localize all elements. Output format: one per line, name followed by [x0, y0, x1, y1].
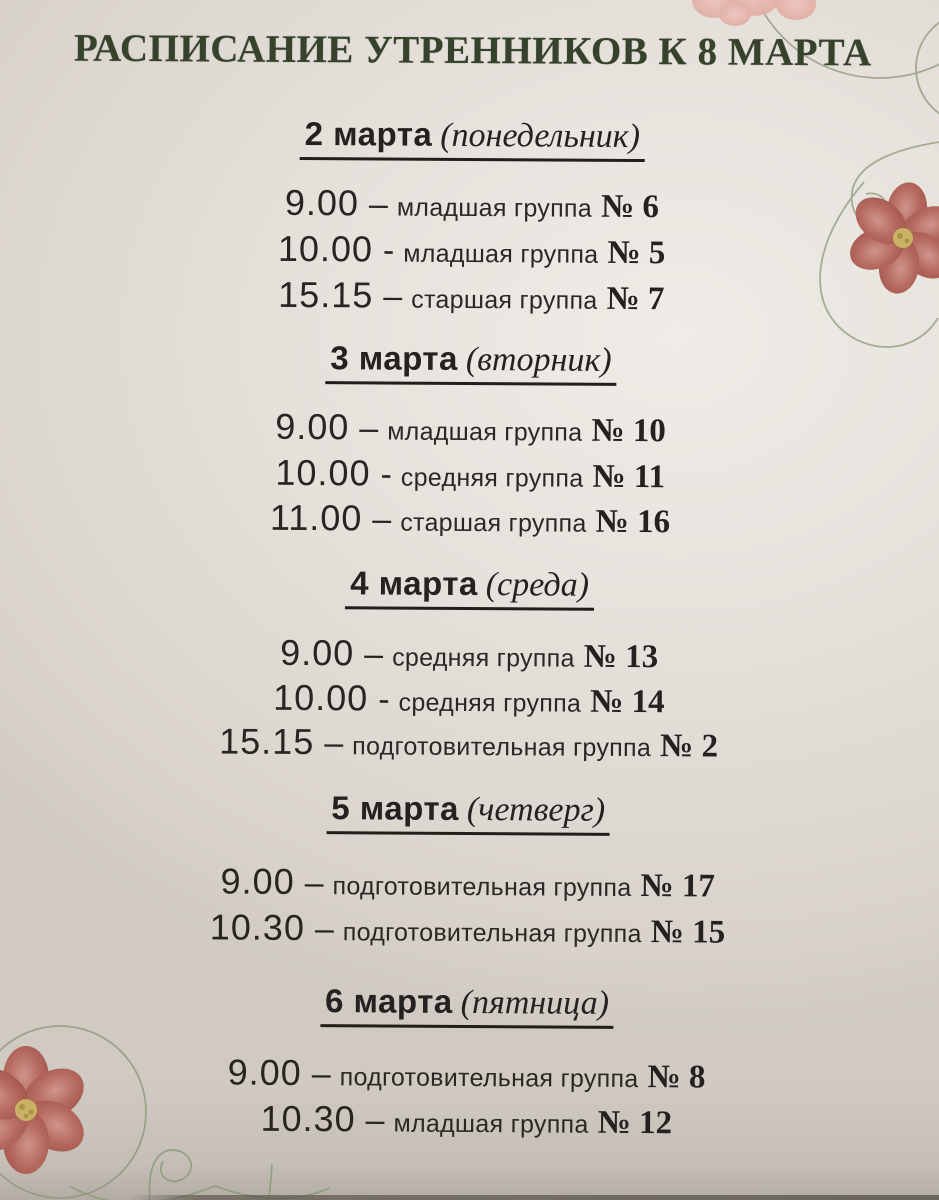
- event-time: 9.00: [275, 405, 350, 448]
- event-dash: –: [304, 863, 324, 903]
- event-number: № 6: [600, 188, 660, 226]
- event-number: № 15: [650, 914, 726, 951]
- event-group: младшая группа: [393, 1109, 589, 1139]
- schedule-row: [2, 180, 939, 228]
- event-dash: –: [314, 910, 334, 949]
- event-number: № 2: [660, 728, 719, 765]
- day-header-6-march: [0, 980, 937, 1031]
- event-dash: –: [365, 1101, 385, 1140]
- event-group: младшая группа: [387, 417, 583, 447]
- day-weekday: (среда): [485, 566, 590, 604]
- event-number: № 8: [647, 1059, 706, 1096]
- schedule-row: [0, 1050, 936, 1098]
- event-dash: –: [359, 409, 379, 448]
- paper-bottom-edge: [128, 1195, 939, 1200]
- page-title: РАСПИСАНИЕ УТРЕННИКОВ К 8 МАРТА: [73, 26, 872, 75]
- event-number: № 11: [592, 458, 666, 496]
- event-number: № 12: [597, 1104, 673, 1142]
- event-time: 15.15: [219, 720, 315, 763]
- event-time: 10.00: [275, 451, 371, 494]
- event-dash: –: [324, 724, 344, 763]
- day-date: 2 марта: [304, 114, 433, 153]
- event-dash: –: [383, 277, 403, 316]
- event-group: подготовительная группа: [332, 872, 632, 902]
- event-time: 11.00: [269, 496, 363, 539]
- event-group: старшая группа: [411, 285, 598, 315]
- event-time: 10.30: [260, 1097, 356, 1140]
- event-time: 10.00: [273, 676, 369, 719]
- event-group: подготовительная группа: [339, 1063, 639, 1094]
- day-weekday: (четверг): [466, 790, 606, 829]
- day-weekday: (пятница): [460, 983, 610, 1022]
- day-weekday: (понедельник): [440, 116, 641, 156]
- schedule-row: [0, 1096, 936, 1144]
- event-number: № 5: [607, 234, 666, 272]
- event-dash: -: [380, 455, 392, 494]
- event-group: средняя группа: [400, 463, 584, 493]
- schedule-row: [0, 905, 937, 953]
- event-group: младшая группа: [396, 193, 593, 223]
- event-time: 9.00: [220, 860, 295, 902]
- event-number: № 14: [590, 683, 665, 721]
- event-time: 10.00: [277, 227, 374, 270]
- event-group: подготовительная группа: [342, 918, 642, 949]
- day-header-4-march: [0, 562, 939, 613]
- event-group: подготовительная группа: [352, 732, 652, 763]
- event-number: № 17: [640, 868, 716, 905]
- event-time: 15.15: [278, 273, 374, 316]
- event-dash: –: [372, 500, 392, 539]
- event-group: младшая группа: [403, 239, 599, 269]
- day-date: 6 марта: [324, 982, 453, 1020]
- event-number: № 13: [583, 638, 659, 676]
- event-time: 9.00: [280, 631, 355, 674]
- event-group: старшая группа: [400, 508, 587, 538]
- schedule-row: [0, 630, 939, 678]
- event-dash: -: [382, 231, 395, 270]
- event-time: 10.30: [209, 906, 306, 949]
- schedule-row: [0, 859, 937, 907]
- day-header-5-march: [0, 787, 938, 838]
- event-number: № 16: [595, 503, 671, 541]
- day-header-2-march: [3, 113, 939, 164]
- day-date: 5 марта: [331, 789, 460, 827]
- event-group: средняя группа: [398, 688, 582, 718]
- day-date: 3 марта: [330, 339, 459, 377]
- event-time: 9.00: [227, 1051, 302, 1093]
- schedule-row: [0, 675, 939, 723]
- event-number: № 7: [606, 280, 665, 318]
- day-weekday: (вторник): [465, 340, 612, 379]
- day-header-3-march: [1, 337, 939, 388]
- event-dash: –: [364, 635, 384, 674]
- event-dash: –: [311, 1055, 331, 1094]
- schedule-row: [1, 404, 939, 452]
- event-number: № 10: [591, 412, 666, 450]
- event-time: 9.00: [284, 181, 360, 224]
- schedule-row: [0, 495, 939, 543]
- schedule-row: [2, 226, 939, 274]
- schedule-row: [2, 272, 939, 320]
- event-dash: -: [378, 680, 390, 719]
- schedule-row: [1, 450, 939, 498]
- event-dash: –: [368, 185, 388, 224]
- day-date: 4 марта: [350, 564, 478, 603]
- event-group: средняя группа: [392, 643, 575, 673]
- schedule-row: [0, 719, 938, 767]
